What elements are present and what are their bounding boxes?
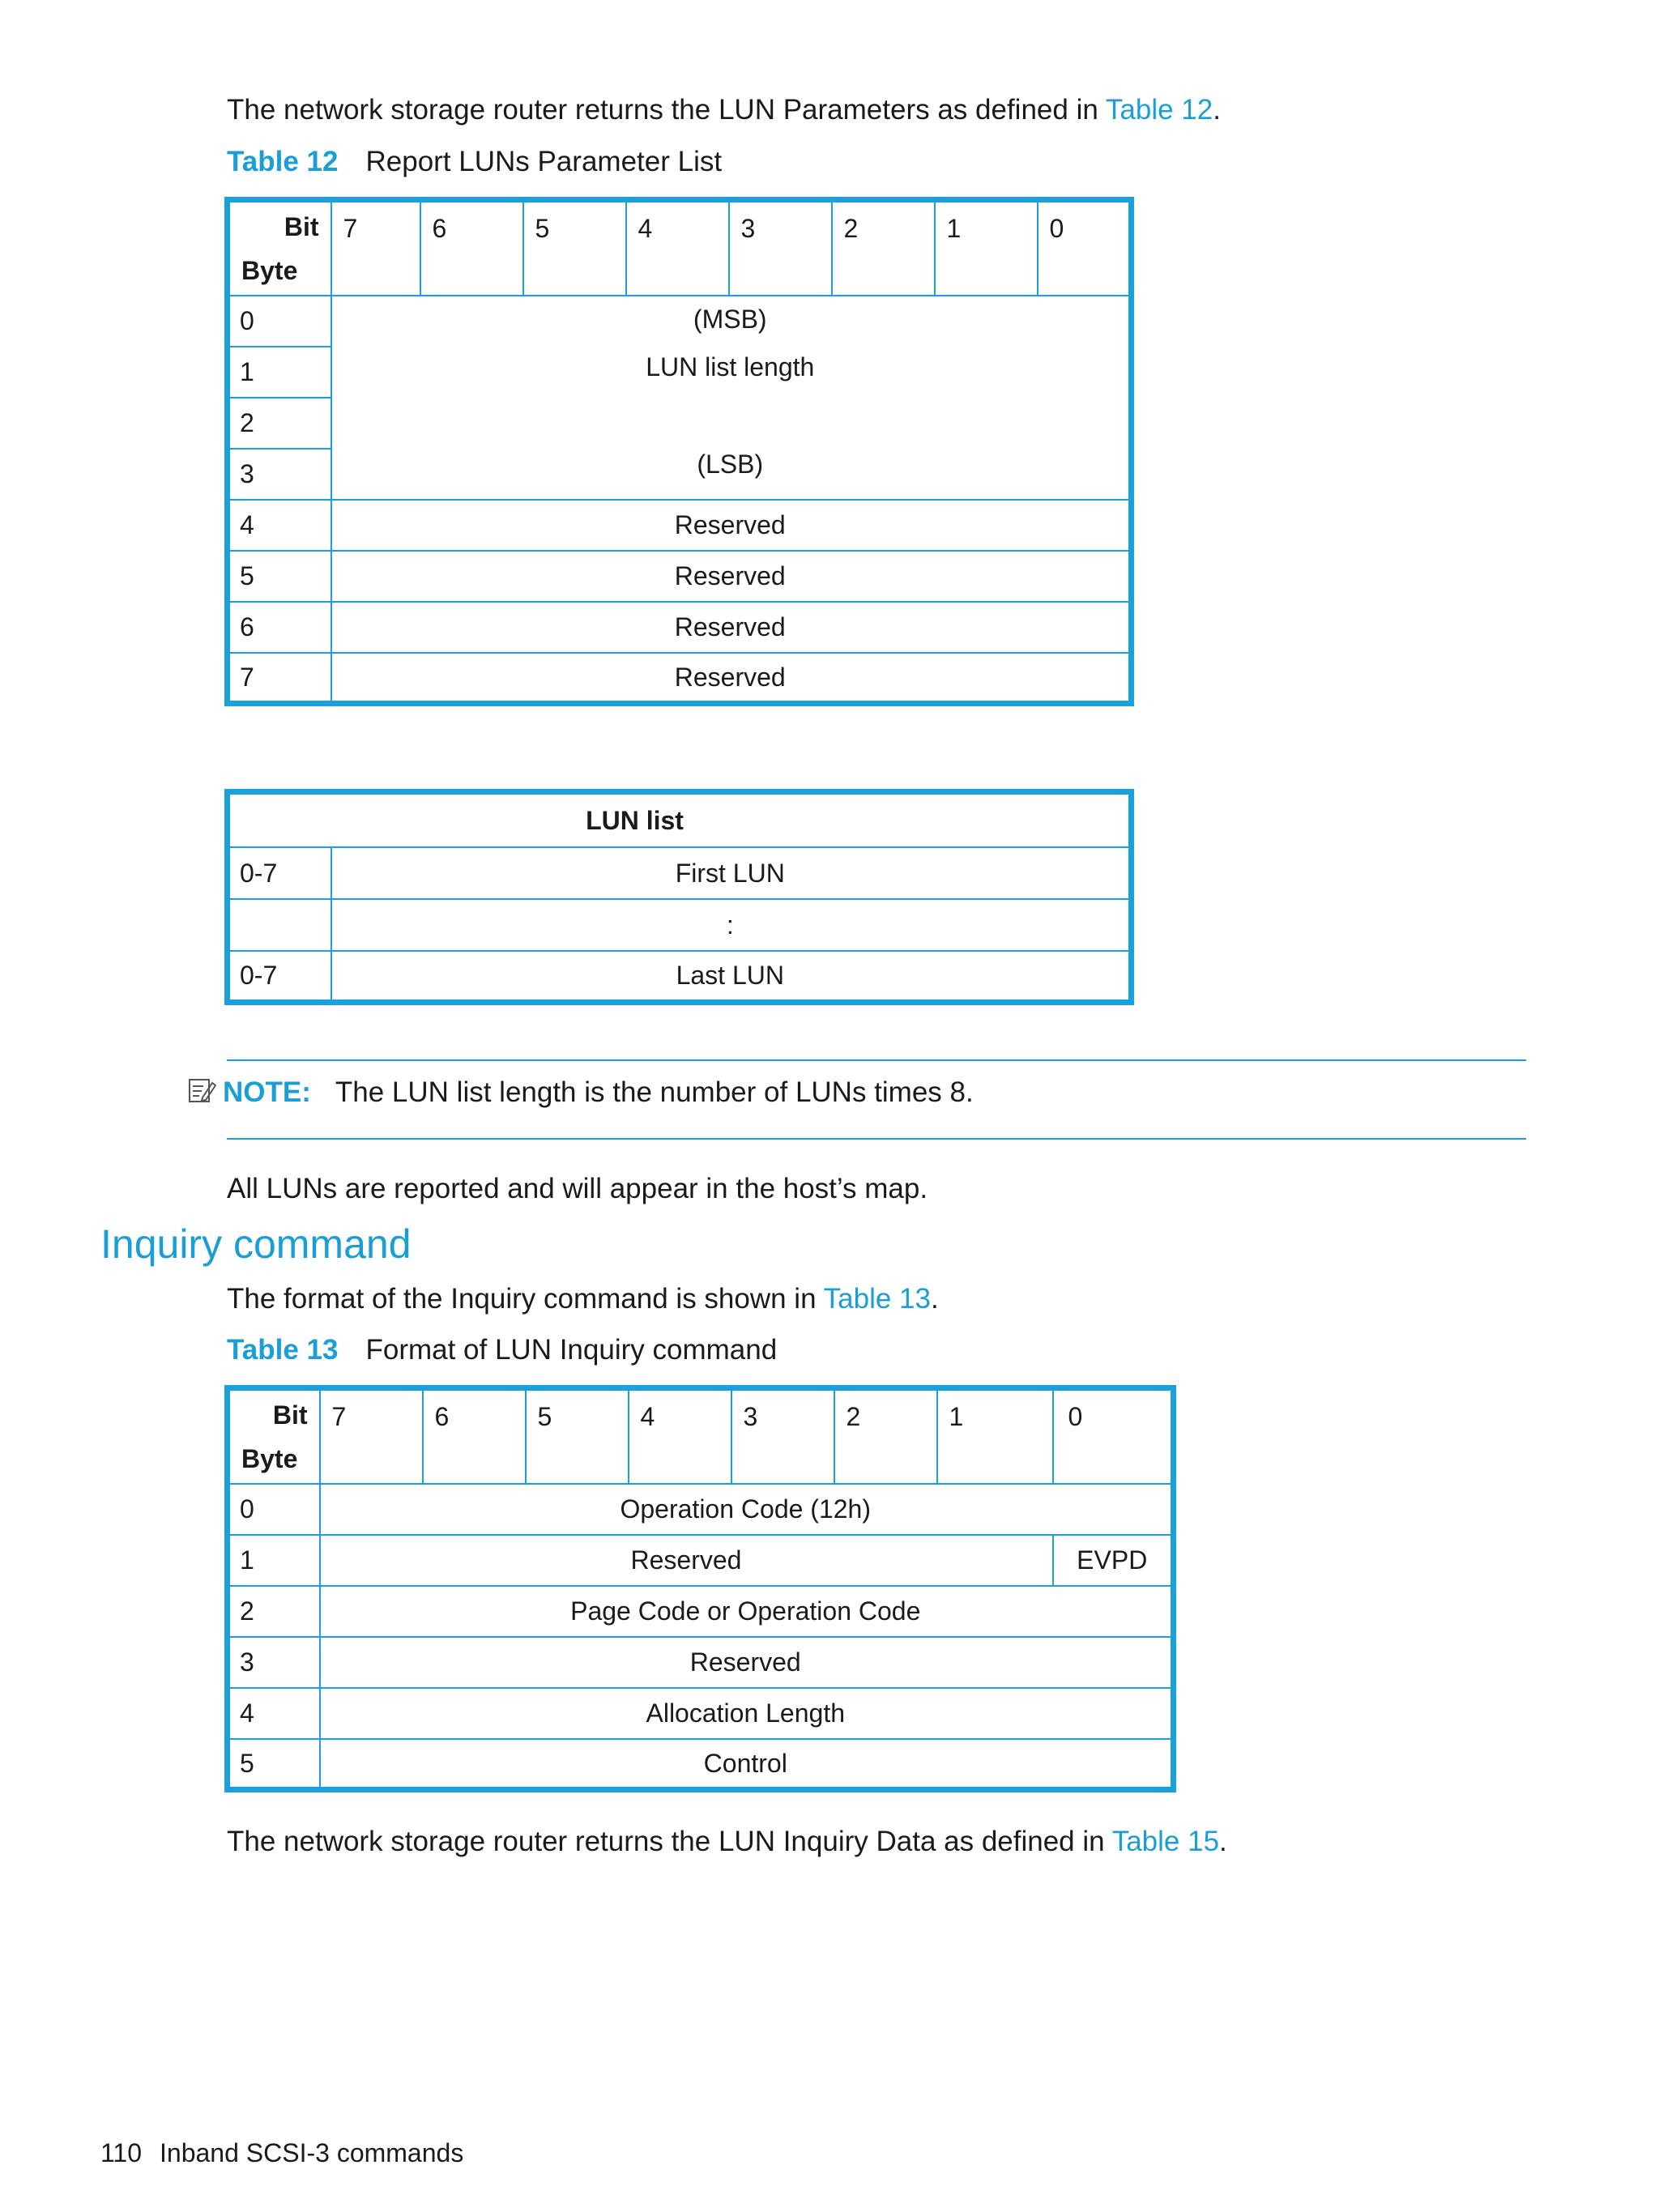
table-row [228, 602, 1132, 653]
note-top-rule [227, 1059, 1526, 1061]
byte-2: 2 [228, 1586, 320, 1637]
bit-1: 1 [937, 1388, 1053, 1484]
bit-4: 4 [626, 200, 729, 296]
table-13-title: Format of LUN Inquiry command [365, 1334, 778, 1366]
byte-label: Byte [241, 256, 298, 285]
table-12-link[interactable]: Table 12 [1105, 94, 1213, 126]
lun-list-title: LUN list [228, 792, 1132, 847]
first-lun: First LUN [331, 847, 1132, 899]
bit-6: 6 [420, 200, 523, 296]
outro-paragraph [227, 1824, 1227, 1860]
lun-ellipsis: : [331, 899, 1132, 951]
table-row [228, 847, 1132, 899]
bit-7: 7 [331, 200, 420, 296]
page-footer [100, 2137, 463, 2169]
lsb-label: (LSB) [697, 449, 764, 479]
table-13-link[interactable]: Table 13 [823, 1283, 931, 1315]
lun-list-header-row [228, 792, 1132, 847]
bit-3: 3 [729, 200, 832, 296]
bit-2: 2 [834, 1388, 937, 1484]
byte-6: 6 [228, 602, 331, 653]
table-13 [224, 1385, 1176, 1792]
byte-3: 3 [228, 449, 331, 500]
byte-7: 7 [228, 653, 331, 704]
lun-byte-range: 0-7 [228, 951, 331, 1003]
table-row [228, 1739, 1174, 1790]
table-13-caption [227, 1332, 777, 1368]
byte-4: 4 [228, 500, 331, 551]
inquiry-period: . [930, 1283, 939, 1315]
last-lun: Last LUN [331, 951, 1132, 1003]
byte-5: 5 [228, 1739, 320, 1790]
bit-0: 0 [1053, 1388, 1174, 1484]
lun-report-paragraph: All LUNs are reported and will appear in the host’s map. [227, 1173, 928, 1204]
table-15-link[interactable]: Table 15 [1111, 1826, 1220, 1857]
byte-3: 3 [228, 1637, 320, 1688]
page-code-cell: Page Code or Operation Code [320, 1586, 1174, 1637]
reserved-cell: Reserved [331, 500, 1132, 551]
bit-7: 7 [320, 1388, 423, 1484]
lun-list-length-cell [331, 296, 1132, 500]
inquiry-paragraph [227, 1281, 939, 1317]
note-block [187, 1075, 974, 1114]
reserved-cell: Reserved [331, 602, 1132, 653]
bit-5: 5 [523, 200, 626, 296]
table-12-number: Table 12 [227, 146, 339, 177]
intro-paragraph [227, 92, 1221, 128]
byte-0: 0 [228, 296, 331, 347]
allocation-length-cell: Allocation Length [320, 1688, 1174, 1739]
byte-1: 1 [228, 347, 331, 398]
section-heading: Inquiry command [100, 1221, 412, 1267]
lun-byte-range [228, 899, 331, 951]
table-12-title: Report LUNs Parameter List [365, 146, 723, 177]
bit-2: 2 [832, 200, 935, 296]
table-row [228, 653, 1132, 704]
note-label: NOTE: [223, 1076, 311, 1108]
byte-2: 2 [228, 398, 331, 449]
byte-5: 5 [228, 551, 331, 602]
table-12-header-row [228, 200, 1132, 296]
msb-label: (MSB) [693, 304, 767, 334]
reserved-cell: Reserved [320, 1637, 1174, 1688]
footer-title: Inband SCSI-3 commands [160, 2138, 464, 2167]
bit-1: 1 [935, 200, 1038, 296]
bit-3: 3 [731, 1388, 834, 1484]
table-row [228, 500, 1132, 551]
table-row [228, 1535, 1174, 1586]
page-number: 110 [100, 2138, 143, 2167]
bit-5: 5 [526, 1388, 629, 1484]
table-row [228, 899, 1132, 951]
byte-label: Byte [241, 1444, 298, 1473]
reserved-cell: Reserved [320, 1535, 1053, 1586]
operation-code-cell: Operation Code (12h) [320, 1484, 1174, 1535]
outro-text: The network storage router returns the LUN Inquiry Data as defined in [227, 1826, 1112, 1857]
note-text: The LUN list length is the number of LUNs times 8. [335, 1076, 974, 1108]
bit-4: 4 [629, 1388, 731, 1484]
table-row [228, 1586, 1174, 1637]
byte-0: 0 [228, 1484, 320, 1535]
note-bottom-rule [227, 1138, 1526, 1140]
bit-label: Bit [272, 1400, 308, 1430]
byte-1: 1 [228, 1535, 320, 1586]
table-row [228, 1688, 1174, 1739]
table-12-caption [227, 144, 722, 180]
table-row [228, 1637, 1174, 1688]
reserved-cell: Reserved [331, 653, 1132, 704]
evpd-cell: EVPD [1053, 1535, 1174, 1586]
bit-byte-header [228, 200, 331, 296]
table-row [228, 1484, 1174, 1535]
table-row [228, 296, 1132, 347]
bit-6: 6 [423, 1388, 526, 1484]
note-pencil-icon [187, 1076, 216, 1114]
bit-0: 0 [1038, 200, 1132, 296]
byte-4: 4 [228, 1688, 320, 1739]
table-12 [224, 197, 1134, 706]
table-row [228, 951, 1132, 1003]
intro-text: The network storage router returns the LUN Parameters as defined in [227, 94, 1106, 126]
intro-period: . [1213, 94, 1221, 126]
bit-label: Bit [284, 212, 319, 241]
table-row [228, 551, 1132, 602]
control-cell: Control [320, 1739, 1174, 1790]
outro-period: . [1219, 1826, 1227, 1857]
lun-list-table [224, 789, 1134, 1005]
bit-byte-header [228, 1388, 320, 1484]
inquiry-text: The format of the Inquiry command is shown in [227, 1283, 824, 1315]
lun-list-length-label: LUN list length [646, 352, 815, 381]
table-13-header-row [228, 1388, 1174, 1484]
table-13-number: Table 13 [227, 1334, 339, 1366]
lun-byte-range: 0-7 [228, 847, 331, 899]
reserved-cell: Reserved [331, 551, 1132, 602]
